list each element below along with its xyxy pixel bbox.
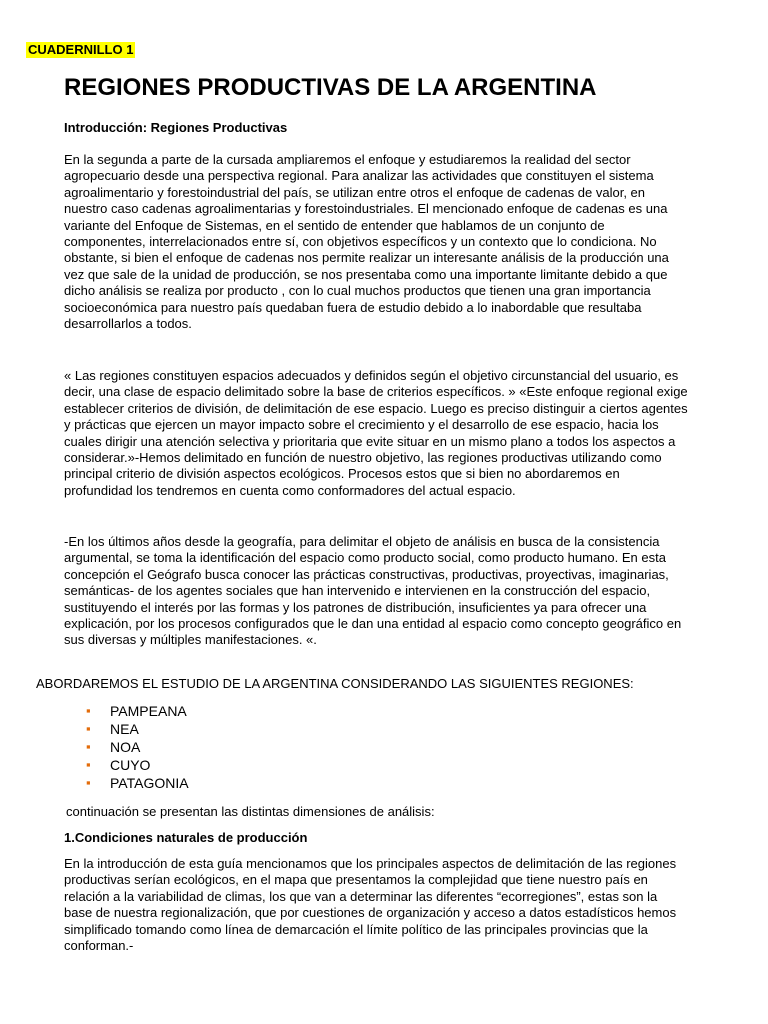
bullet-icon: ▪ xyxy=(86,703,91,718)
section-subtitle: Introducción: Regiones Productivas xyxy=(64,120,288,135)
regions-definition-paragraph: « Las regiones constituyen espacios adecuados y definidos según el objetivo circunstancial del usuario, es decir, una clase de espacio delimitado sobre la base de criterios específicos. » «Este enfoque regional exige establecer criterios de división, de delimitación de ese espacio. Luego es preciso distinguir a ciertos agentes y prácticas que ejercen un mayor impacto sobre el crecimiento y el desarrollo de ese espacio, hacia los cuales dirigir una atención selectiva y prioritaria que evite situar en un mismo plano a todos los aspectos a considerar.»-Hemos delimitado en función de nuestro objetivo, las regiones productivas utilizando como principal criterio de división aspectos ecológicos. Procesos estos que si bien no abordaremos en profundidad los tendremos en cuenta como conformadores del actual espacio. xyxy=(64,368,688,498)
bullet-icon: ▪ xyxy=(86,757,91,772)
region-label: PATAGONIA xyxy=(110,775,189,791)
regions-heading: ABORDAREMOS EL ESTUDIO DE LA ARGENTINA CONSIDERANDO LAS SIGUIENTES REGIONES: xyxy=(36,676,634,691)
region-label: PAMPEANA xyxy=(110,703,187,719)
bullet-icon: ▪ xyxy=(86,739,91,754)
section-heading: 1.Condiciones naturales de producción xyxy=(64,830,308,845)
region-label: NOA xyxy=(110,739,141,755)
region-label: CUYO xyxy=(110,757,151,773)
intro-paragraph: En la segunda a parte de la cursada ampliaremos el enfoque y estudiaremos la realidad del sector agropecuario desde una perspectiva regional. Para analizar las actividades que constituyen el sistema agroalimentario y forestoindustrial del país, se utilizan entre otros el enfoque de cadenas de valor, en nuestro caso cadenas agroalimentarias y forestoindustriales. El mencionado enfoque de cadenas es una variante del Enfoque de Sistemas, en el sentido de entender que hablamos de un conjunto de componentes, interrelacionados entre sí, con objetivos específicos y un contexto que lo condiciona. No obstante, si bien el enfoque de cadenas nos permite realizar un interesante análisis de la producción una vez que sale de la unidad de producción, se nos presentaba como una importante limitante debido a que dicho análisis se realiza por producto , con lo cual muchos productos que tienen una gran importancia socioeconómica para nuestro país quedaban fuera de estudio debido a lo inabordable que resultaba desarrollarlos a todos. xyxy=(64,152,669,332)
document-tag: CUADERNILLO 1 xyxy=(28,42,134,57)
list-item xyxy=(86,720,189,738)
bullet-icon: ▪ xyxy=(86,721,91,736)
bullet-icon: ▪ xyxy=(86,775,91,790)
geography-paragraph: -En los últimos años desde la geografía, para delimitar el objeto de análisis en busca de la consistencia argumental, se toma la identificación del espacio como producto social, como producto humano. En esta concepción el Geógrafo busca conocer las prácticas constructivas, productivas, proyectivas, imaginarias, semánticas- de los agentes sociales que han intervenido e intervienen en la construcción del espacio, sustituyendo el interés por las formas y los patrones de distribución, insuficientes ya para ofrecer una explicación, por los procesos configurados que le dan una entidad al espacio como concepto geográfico en sus diversas y múltiples manifestaciones. «. xyxy=(64,534,682,648)
list-item xyxy=(86,702,189,720)
region-label: NEA xyxy=(110,721,139,737)
list-item xyxy=(86,738,189,756)
list-item xyxy=(86,756,189,774)
page-title: REGIONES PRODUCTIVAS DE LA ARGENTINA xyxy=(64,74,597,101)
continuation-text: continuación se presentan las distintas dimensiones de análisis: xyxy=(66,804,435,819)
regions-list xyxy=(86,702,189,792)
list-item xyxy=(86,774,189,792)
natural-conditions-paragraph: En la introducción de esta guía mencionamos que los principales aspectos de delimitación de las regiones productivas serían ecológicos, en el mapa que presentamos la complejidad que tiene nuestro país en relación a la variabilidad de climas, los que van a determinar las diferentes “ecorregiones”, estas son la base de nuestra regionalización, que por cuestiones de organización y acceso a datos estadísticos hemos simplificado tomando como línea de demarcación el límite político de las principales provincias que la conforman.- xyxy=(64,856,677,954)
